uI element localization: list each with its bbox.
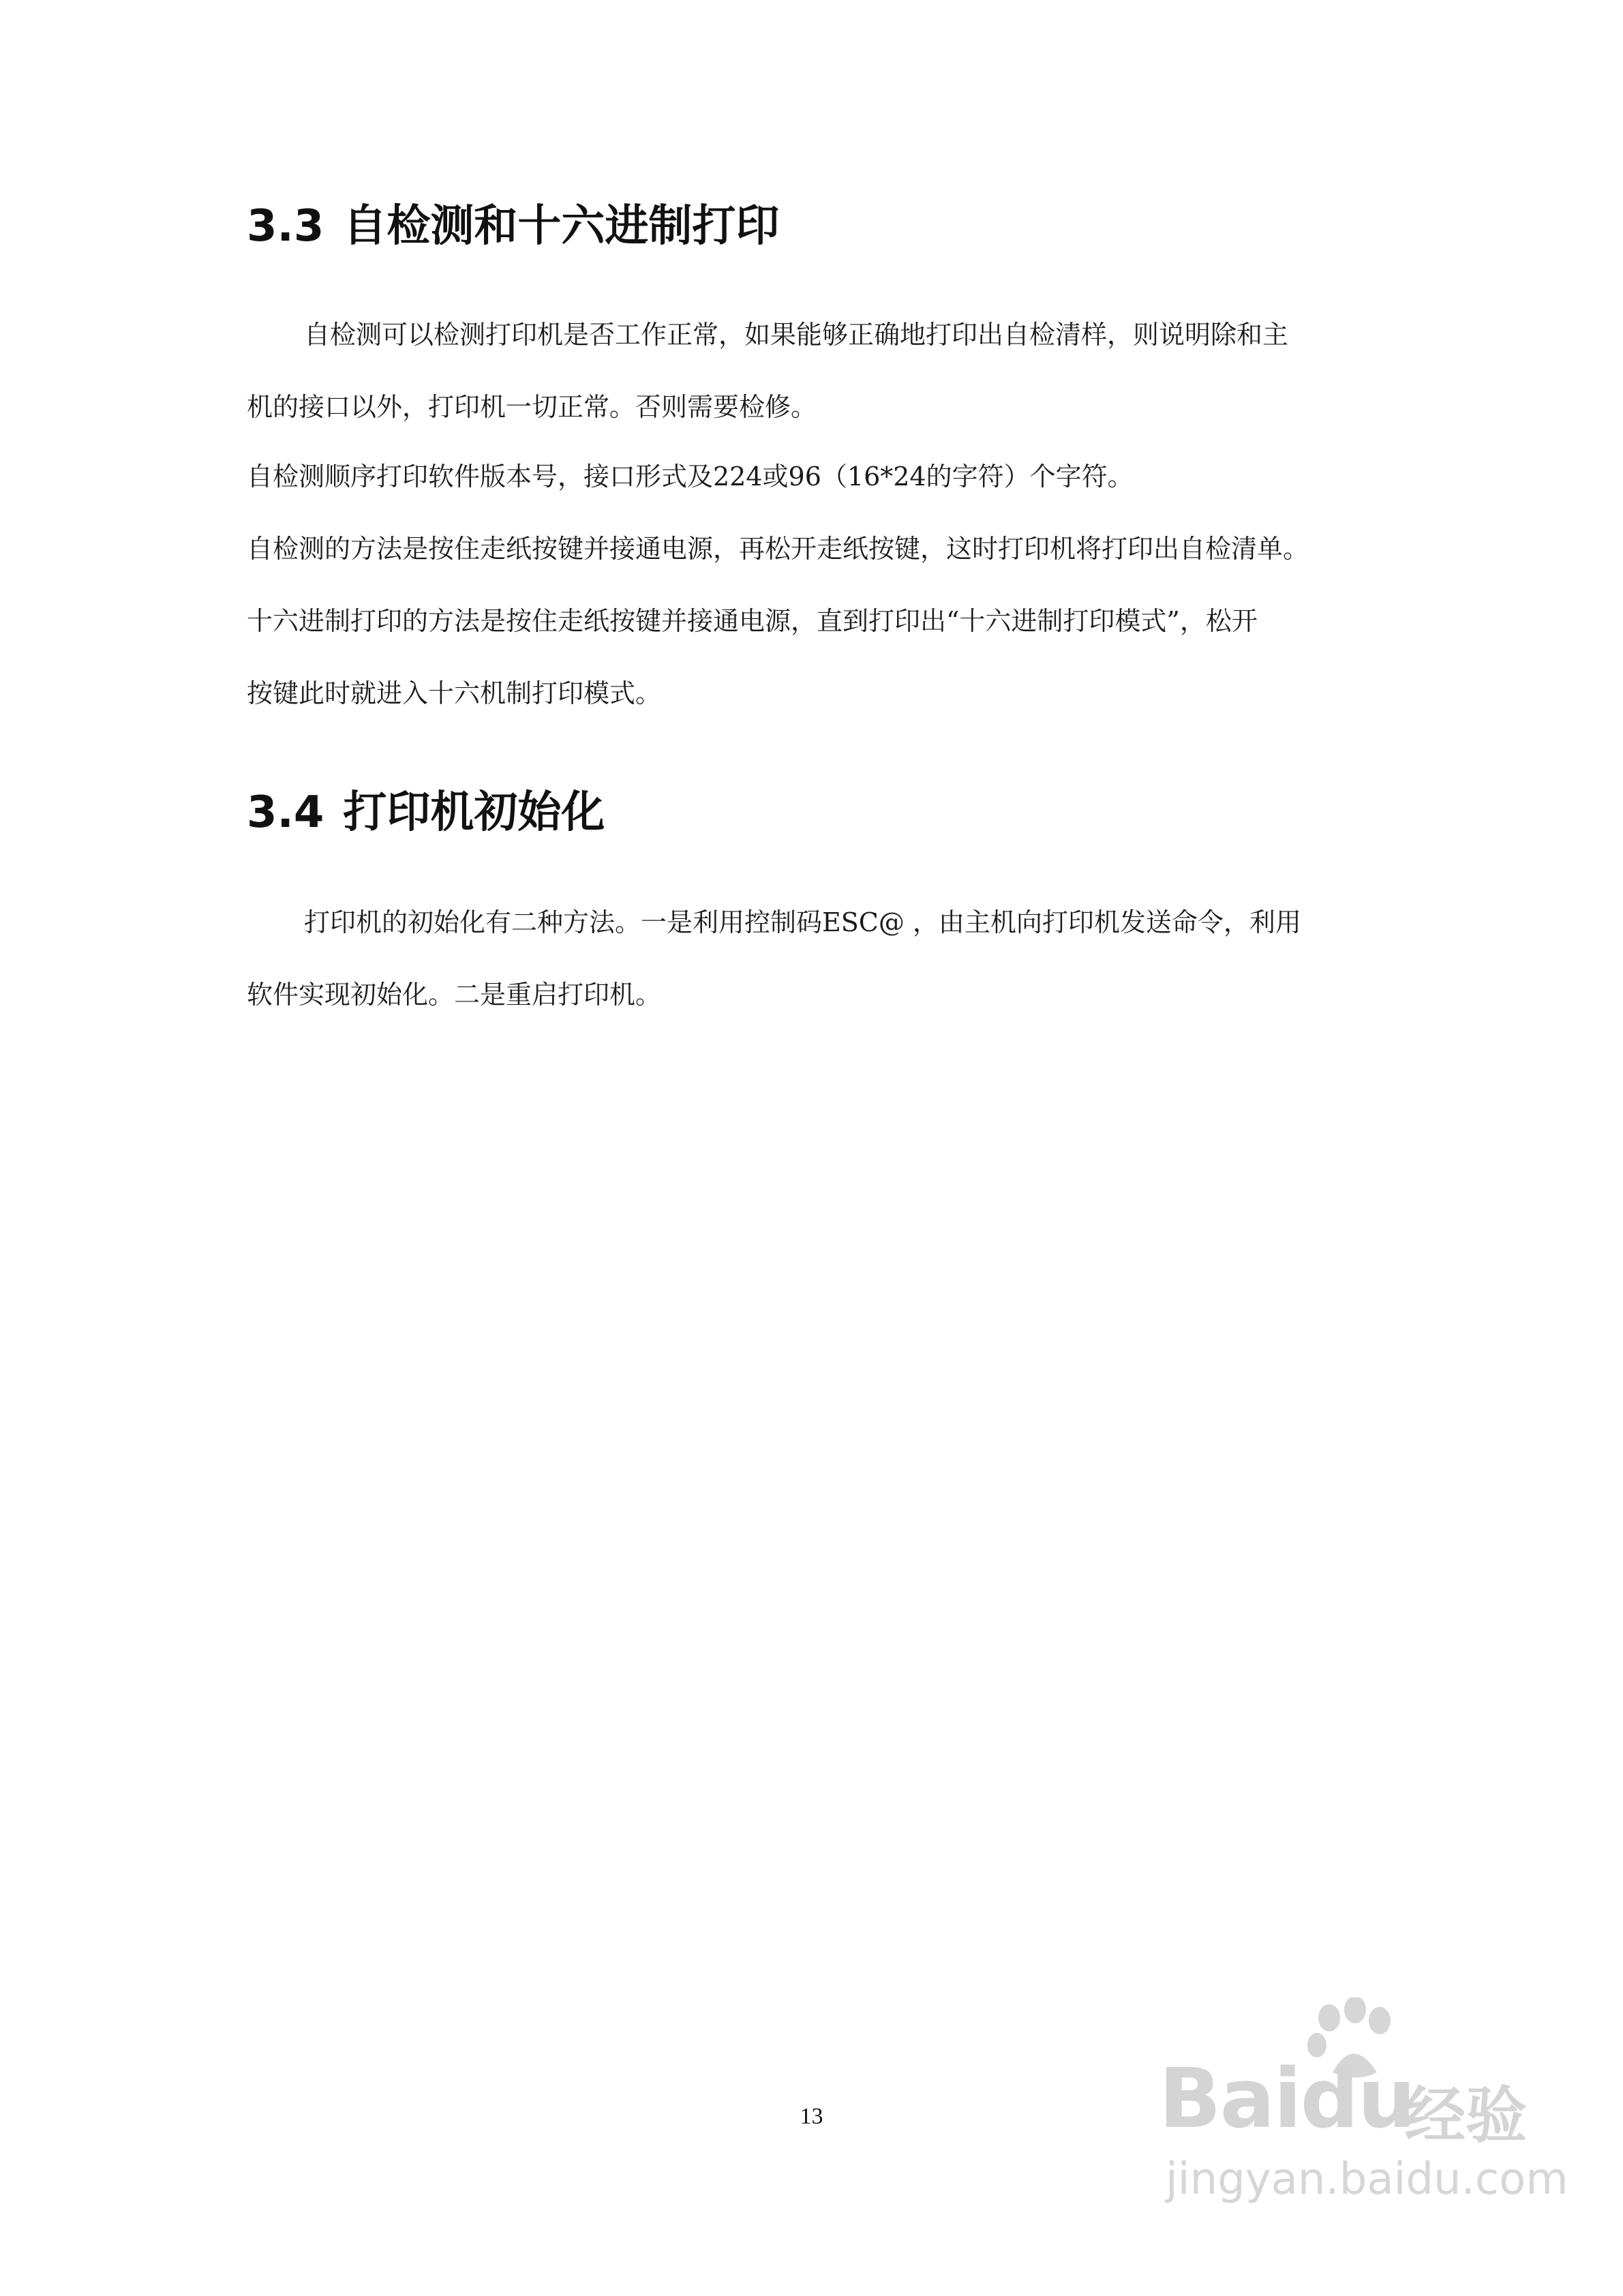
- paragraph-line: 打印机的初始化有二种方法。一是利用控制码ESC@ ，由主机向打印机发送命令，利用: [304, 907, 1301, 937]
- section-title: 打印机初始化: [343, 787, 605, 838]
- paragraph-self-test-intro: [247, 299, 1385, 443]
- paragraph-line: 机的接口以外，打印机一切正常。否则需要检修。: [247, 392, 817, 422]
- page-number: 13: [800, 2104, 823, 2129]
- paragraph-line: 十六进制打印的方法是按住走纸按键并接通电源，直到打印出“十六进制打印模式”，松开: [247, 606, 1258, 636]
- watermark-url: jingyan.baidu.com: [1166, 2154, 1568, 2205]
- paragraph-line: 自检测可以检测打印机是否工作正常，如果能够正确地打印出自检清样，则说明除和主: [304, 320, 1289, 350]
- section-number: 3.3: [247, 201, 324, 252]
- paragraph-self-test-order: [247, 440, 1385, 513]
- section-title: 自检测和十六进制打印: [343, 201, 780, 252]
- paragraph-self-test-method: [247, 513, 1385, 585]
- paragraph-hex-print-method: [247, 585, 1385, 729]
- section-heading-3-3: [247, 199, 779, 254]
- paragraph-line: 按键此时就进入十六机制打印模式。: [247, 678, 662, 708]
- paragraph-line: 自检测的方法是按住走纸按键并接通电源，再松开走纸按键，这时打印机将打印出自检清单。: [247, 534, 1309, 564]
- section-number: 3.4: [247, 787, 324, 838]
- section-heading-3-4: [247, 785, 605, 840]
- watermark-brand: Baidu: [1159, 2052, 1414, 2147]
- paragraph-line: 软件实现初始化。二是重启打印机。: [247, 980, 662, 1010]
- baidu-jingyan-watermark: [1159, 1997, 1568, 2205]
- paragraph-init-methods: [247, 886, 1385, 1031]
- paragraph-line: 自检测顺序打印软件版本号，接口形式及224或96（16*24的字符）个字符。: [247, 462, 1134, 492]
- watermark-cn: 经验: [1404, 2080, 1527, 2151]
